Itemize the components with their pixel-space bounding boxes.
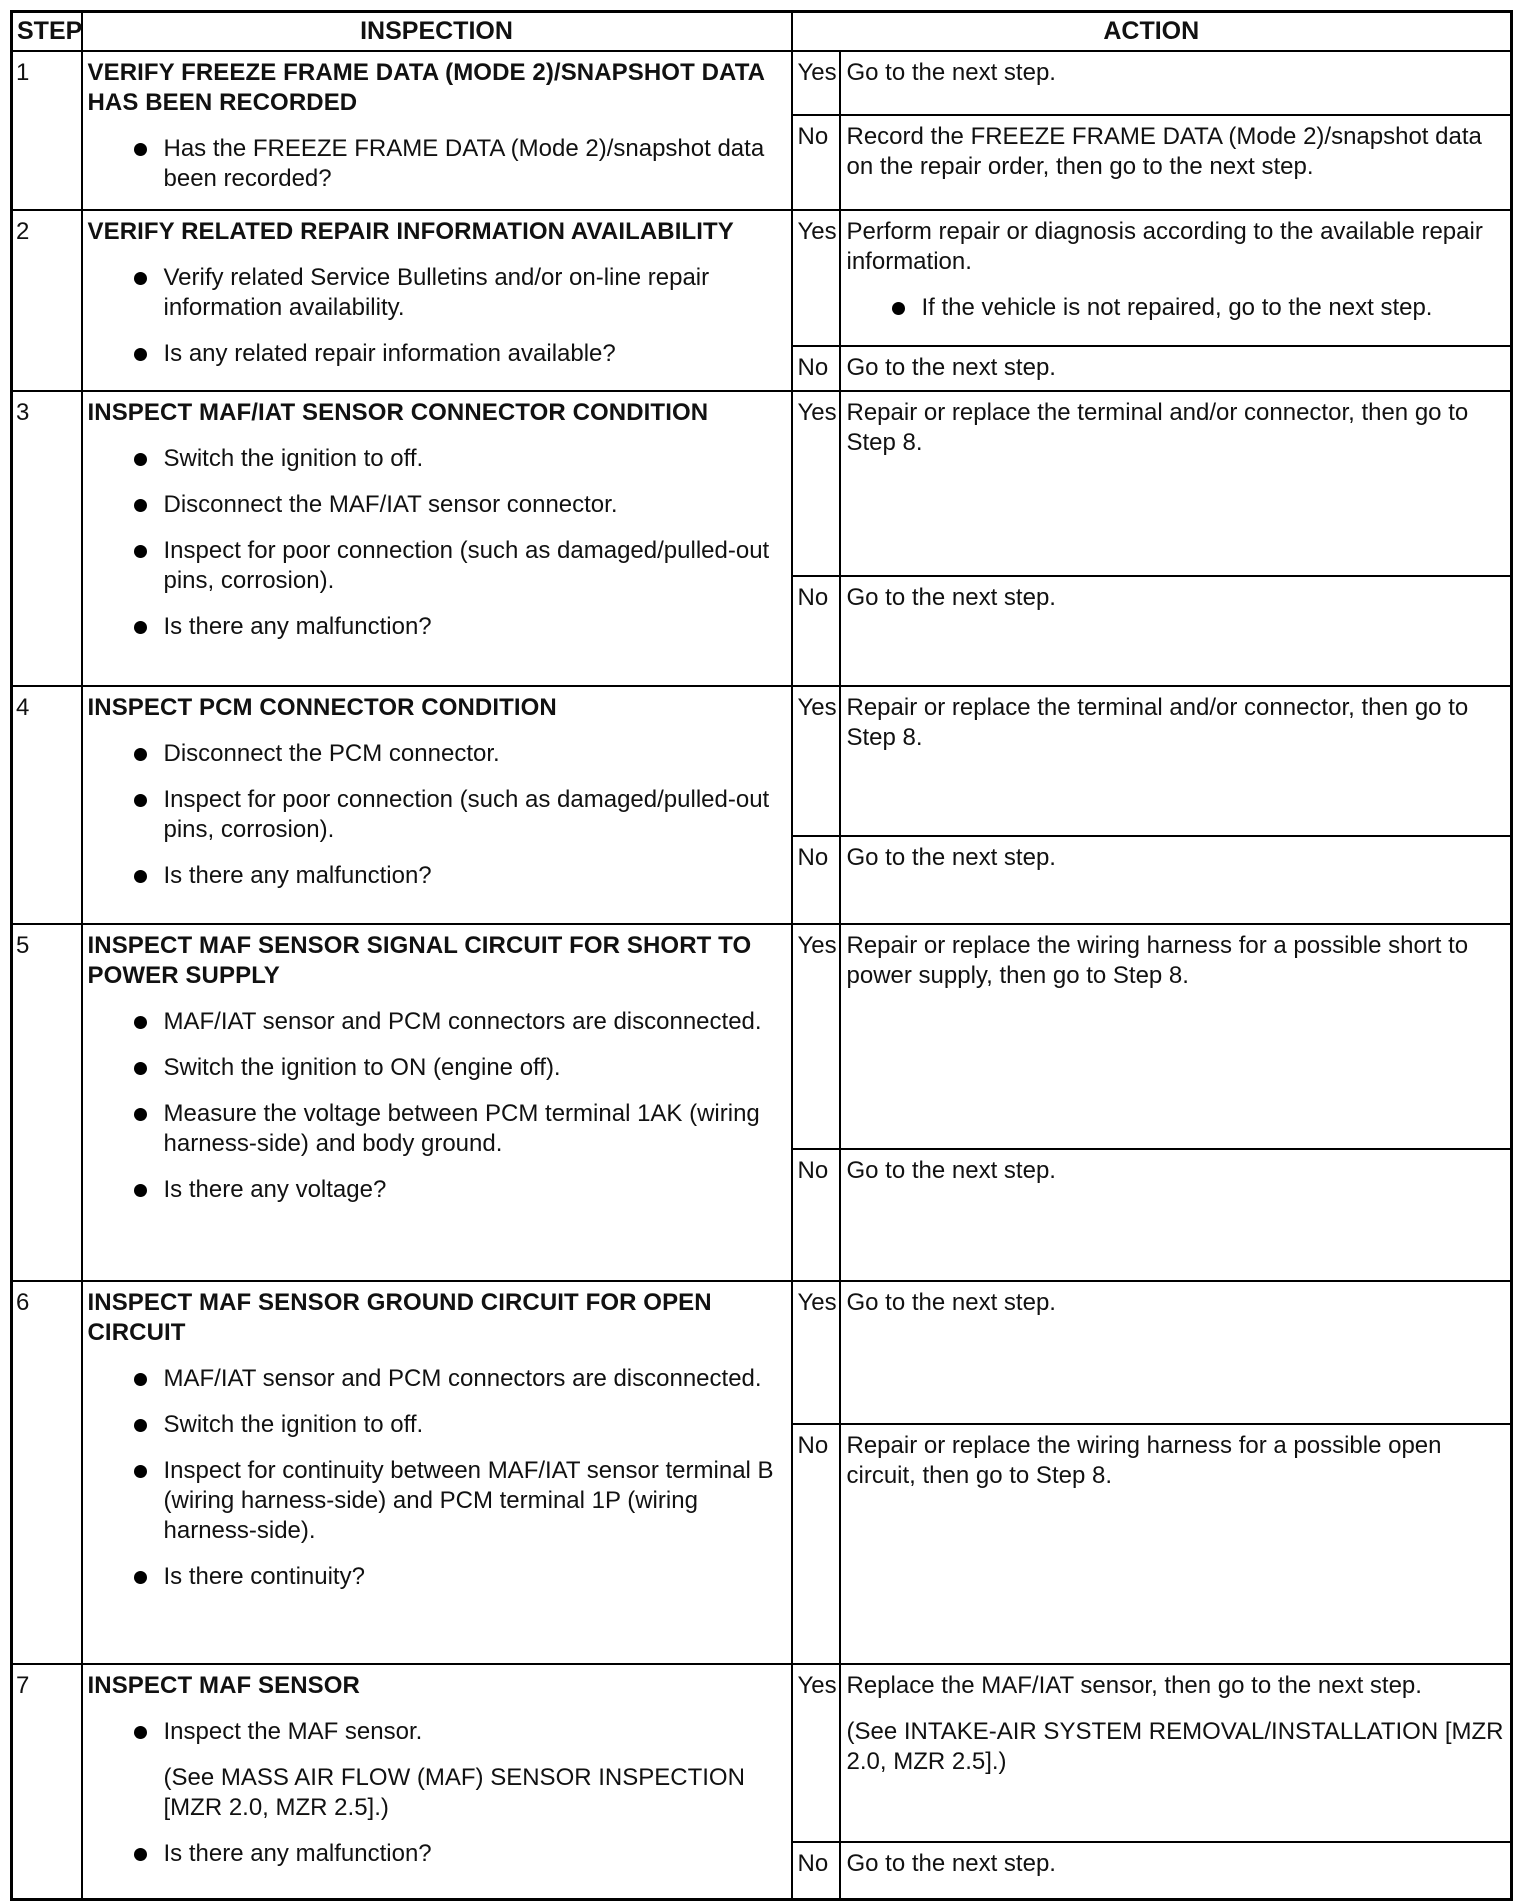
action-text: Go to the next step. xyxy=(846,58,1056,86)
step-6-yes-row xyxy=(12,1281,1512,1424)
step-item: MAF/IAT sensor and PCM connectors are disconnected. xyxy=(88,1007,783,1037)
no-label: No xyxy=(792,836,840,924)
yes-action xyxy=(840,1281,1512,1424)
step-item: Inspect for continuity between MAF/IAT sensor terminal B (wiring harness-side) and PCM terminal 1P (wiring harness-side). xyxy=(88,1456,783,1546)
yes-action xyxy=(840,51,1512,115)
step-title: INSPECT PCM CONNECTOR CONDITION xyxy=(87,693,557,721)
step-item-text: Inspect the MAF sensor. xyxy=(163,1717,423,1745)
yes-action xyxy=(840,924,1512,1149)
no-label: No xyxy=(792,115,840,210)
action-bullet: If the vehicle is not repaired, go to the next step. xyxy=(847,293,1505,323)
step-7-inspection xyxy=(82,1664,792,1900)
no-label: No xyxy=(792,346,840,391)
step-4-inspection xyxy=(82,686,792,924)
yes-action xyxy=(840,686,1512,836)
yes-label: Yes xyxy=(792,391,840,576)
step-item: Is there any malfunction? xyxy=(88,612,783,642)
step-number: 6 xyxy=(12,1281,82,1664)
action-text: Replace the MAF/IAT sensor, then go to the next step. xyxy=(846,1671,1422,1699)
step-item-note: (See MASS AIR FLOW (MAF) SENSOR INSPECTION [MZR 2.0, MZR 2.5].) xyxy=(163,1763,745,1821)
action-text: Go to the next step. xyxy=(846,583,1056,611)
step-item: Switch the ignition to off. xyxy=(88,1410,783,1440)
step-5-inspection xyxy=(82,924,792,1281)
header-action: ACTION xyxy=(792,12,1512,51)
step-number: 1 xyxy=(12,51,82,210)
yes-label: Yes xyxy=(792,1281,840,1424)
diagnostic-procedure-table xyxy=(10,10,1513,1901)
step-3-yes-row xyxy=(12,391,1512,576)
step-3-inspection xyxy=(82,391,792,686)
step-item xyxy=(88,1717,783,1823)
action-note: (See INTAKE-AIR SYSTEM REMOVAL/INSTALLATION [MZR 2.0, MZR 2.5].) xyxy=(846,1717,1504,1775)
step-title: INSPECT MAF SENSOR SIGNAL CIRCUIT FOR SHORT TO POWER SUPPLY xyxy=(87,931,752,989)
step-item: Switch the ignition to ON (engine off). xyxy=(88,1053,783,1083)
action-text: Record the FREEZE FRAME DATA (Mode 2)/snapshot data on the repair order, then go to the next step. xyxy=(846,122,1482,180)
step-5-yes-row xyxy=(12,924,1512,1149)
action-text: Go to the next step. xyxy=(846,1288,1056,1316)
step-item: Switch the ignition to off. xyxy=(88,444,783,474)
yes-action xyxy=(840,1664,1512,1842)
action-text: Go to the next step. xyxy=(846,1156,1056,1184)
no-action xyxy=(840,1424,1512,1664)
step-title: INSPECT MAF SENSOR xyxy=(87,1671,360,1699)
step-number: 4 xyxy=(12,686,82,924)
action-text: Repair or replace the wiring harness for a possible open circuit, then go to Step 8. xyxy=(846,1431,1442,1489)
step-item: Is there continuity? xyxy=(88,1562,783,1592)
step-item: Is there any voltage? xyxy=(88,1175,783,1205)
no-label: No xyxy=(792,576,840,686)
header-inspection: INSPECTION xyxy=(82,12,792,51)
step-item: Is there any malfunction? xyxy=(88,861,783,891)
step-number: 7 xyxy=(12,1664,82,1900)
no-action xyxy=(840,1149,1512,1281)
step-item: Measure the voltage between PCM terminal 1AK (wiring harness-side) and body ground. xyxy=(88,1099,783,1159)
step-6-inspection xyxy=(82,1281,792,1664)
step-title: VERIFY FREEZE FRAME DATA (MODE 2)/SNAPSHOT DATA HAS BEEN RECORDED xyxy=(87,58,765,116)
no-action xyxy=(840,115,1512,210)
step-1-yes-row xyxy=(12,51,1512,115)
action-text: Go to the next step. xyxy=(846,353,1056,381)
no-label: No xyxy=(792,1424,840,1664)
step-1-inspection xyxy=(82,51,792,210)
no-action xyxy=(840,836,1512,924)
yes-label: Yes xyxy=(792,924,840,1149)
action-text: Repair or replace the wiring harness for a possible short to power supply, then go to Step 8. xyxy=(846,931,1469,989)
step-item: Is there any malfunction? xyxy=(88,1839,783,1869)
step-title: INSPECT MAF/IAT SENSOR CONNECTOR CONDITION xyxy=(87,398,709,426)
step-item: Is any related repair information available? xyxy=(88,339,783,369)
step-item: Has the FREEZE FRAME DATA (Mode 2)/snapshot data been recorded? xyxy=(88,134,783,194)
yes-action xyxy=(840,210,1512,346)
action-text: Go to the next step. xyxy=(846,1849,1056,1877)
no-label: No xyxy=(792,1149,840,1281)
step-title: VERIFY RELATED REPAIR INFORMATION AVAILABILITY xyxy=(87,217,734,245)
step-item: Inspect for poor connection (such as damaged/pulled-out pins, corrosion). xyxy=(88,536,783,596)
yes-label: Yes xyxy=(792,51,840,115)
no-action xyxy=(840,576,1512,686)
yes-label: Yes xyxy=(792,210,840,346)
step-7-yes-row xyxy=(12,1664,1512,1842)
step-item: Disconnect the MAF/IAT sensor connector. xyxy=(88,490,783,520)
step-number: 3 xyxy=(12,391,82,686)
action-text: Perform repair or diagnosis according to the available repair information. xyxy=(846,217,1483,275)
header-step: STEP xyxy=(12,12,82,51)
step-2-inspection xyxy=(82,210,792,391)
step-number: 5 xyxy=(12,924,82,1281)
yes-label: Yes xyxy=(792,1664,840,1842)
action-text: Repair or replace the terminal and/or connector, then go to Step 8. xyxy=(846,693,1469,751)
header-row xyxy=(12,12,1512,51)
action-text: Repair or replace the terminal and/or connector, then go to Step 8. xyxy=(846,398,1469,456)
step-title: INSPECT MAF SENSOR GROUND CIRCUIT FOR OPEN CIRCUIT xyxy=(87,1288,712,1346)
yes-label: Yes xyxy=(792,686,840,836)
step-item: Verify related Service Bulletins and/or on-line repair information availability. xyxy=(88,263,783,323)
step-item: MAF/IAT sensor and PCM connectors are disconnected. xyxy=(88,1364,783,1394)
action-text: Go to the next step. xyxy=(846,843,1056,871)
step-item: Inspect for poor connection (such as damaged/pulled-out pins, corrosion). xyxy=(88,785,783,845)
no-action xyxy=(840,346,1512,391)
step-item: Disconnect the PCM connector. xyxy=(88,739,783,769)
yes-action xyxy=(840,391,1512,576)
step-4-yes-row xyxy=(12,686,1512,836)
no-action xyxy=(840,1842,1512,1900)
step-number: 2 xyxy=(12,210,82,391)
no-label: No xyxy=(792,1842,840,1900)
step-2-yes-row xyxy=(12,210,1512,346)
